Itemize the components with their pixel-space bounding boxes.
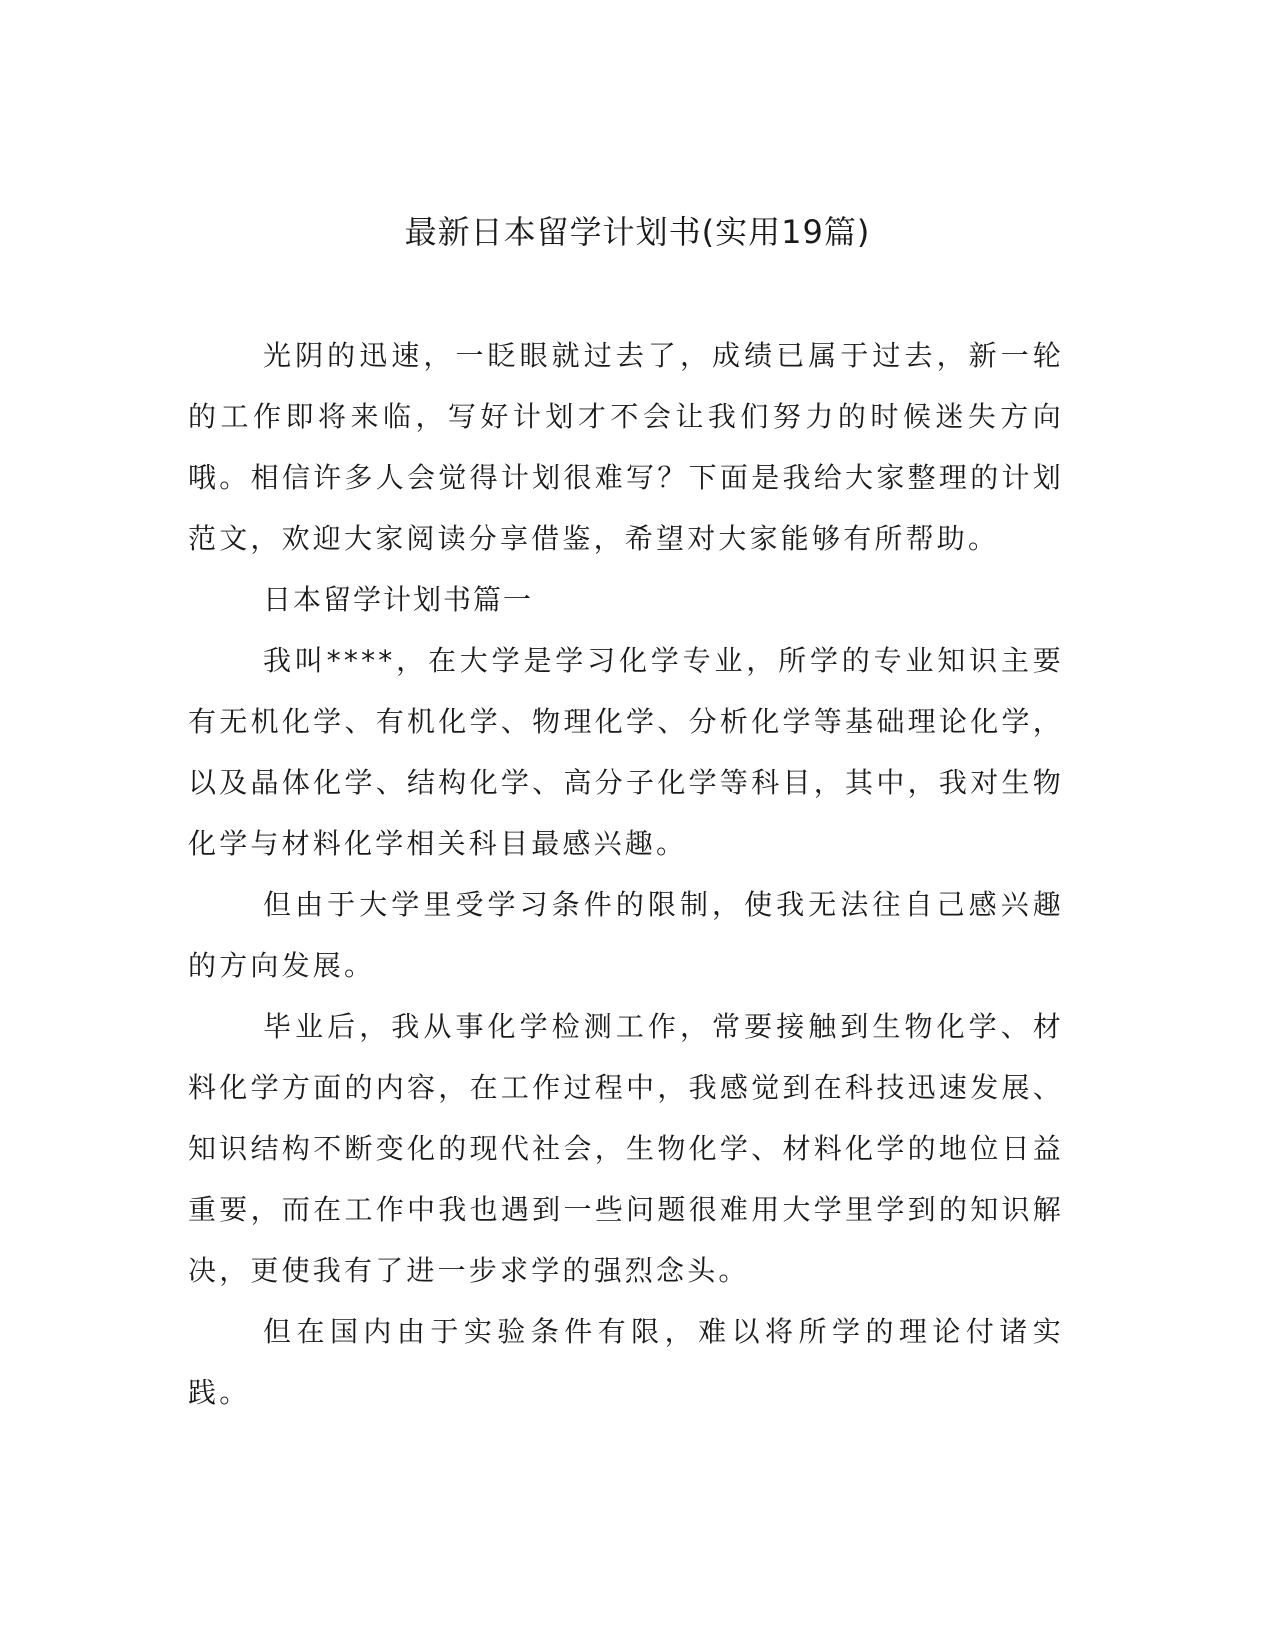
document-title: 最新日本留学计划书(实用19篇) [404, 213, 871, 251]
body-paragraph: 但在国内由于实验条件有限，难以将所学的理论付诸实践。 [188, 1315, 1064, 1409]
body-paragraph: 我叫****，在大学是学习化学专业，所学的专业知识主要有无机化学、有机化学、物理化学、分析化学等基础理论化学，以及晶体化学、结构化学、高分子化学等科目，其中，我对生物化学与材料化学相关科目最感兴趣。 [188, 644, 1064, 860]
body-paragraph: 但由于大学里受学习条件的限制，使我无法往自己感兴趣的方向发展。 [188, 888, 1064, 982]
body-paragraph: 毕业后，我从事化学检测工作，常要接触到生物化学、材料化学方面的内容，在工作过程中，我感觉到在科技迅速发展、知识结构不断变化的现代社会，生物化学、材料化学的地位日益重要，而在工作中我也遇到一些问题很难用大学里学到的知识解决，更使我有了进一步求学的强烈念头。 [188, 1010, 1064, 1287]
section-heading: 日本留学计划书篇一 [263, 583, 534, 616]
document-body [188, 325, 1064, 1423]
intro-paragraph: 光阴的迅速，一眨眼就过去了，成绩已属于过去，新一轮的工作即将来临，写好计划才不会让我们努力的时候迷失方向哦。相信许多人会觉得计划很难写？下面是我给大家整理的计划范文，欢迎大家阅读分享借鉴，希望对大家能够有所帮助。 [188, 339, 1064, 555]
